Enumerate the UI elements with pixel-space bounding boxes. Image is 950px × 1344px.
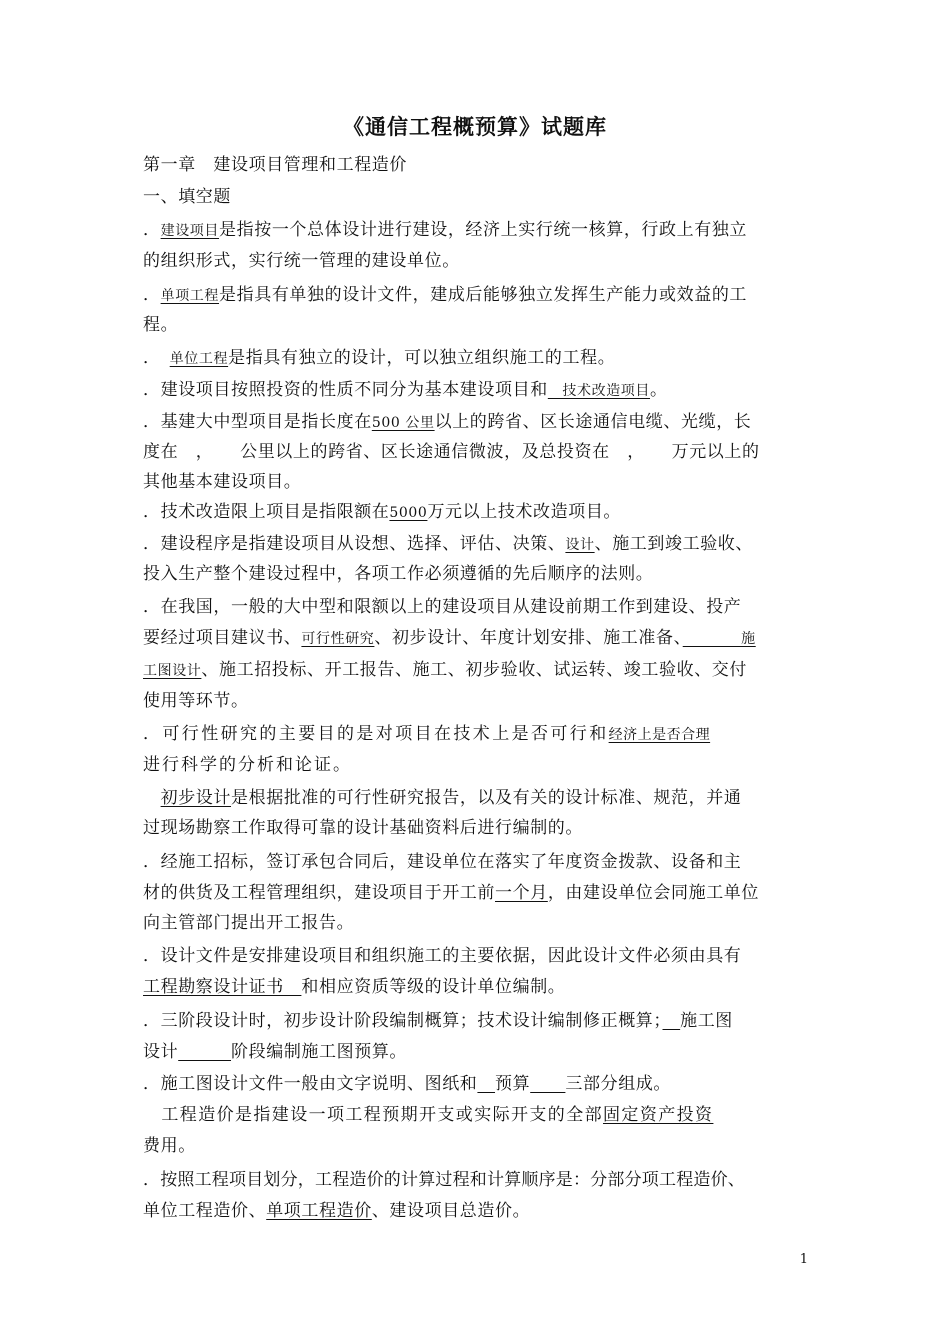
q11-line1: ．经施工招标，签订承包合同后，建设单位在落实了年度资金拨款、设备和主 [143,852,742,872]
q10-line1: 初步设计是根据批准的可行性研究报告，以及有关的设计标准、规范，并通 [160,788,742,808]
q13-line2: 设计 阶段编制施工图预算。 [143,1042,408,1062]
q14-line1: ．施工图设计文件一般由文字说明、图纸和 预算 三部分组成。 [143,1074,672,1094]
q9-answer: 经济上是否合理 [608,727,711,743]
q2-line1: ．单项工程是指具有单独的设计文件，建成后能够独立发挥生产能力或效益的工 [143,285,748,305]
q11-line2: 材的供货及工程管理组织，建设项目于开工前一个月，由建设单位会同施工单位 [143,883,760,903]
q2-line2: 程。 [143,315,179,335]
q12-answer: 工程勘察设计证书 [143,977,302,997]
q16-line2: 单位工程造价、单项工程造价、建设项目总造价。 [143,1201,531,1221]
q11-answer: 一个月 [495,883,548,903]
q1-answer: 建设项目 [160,223,220,239]
q5-answer: 500 公里 [371,415,435,431]
q10-line2: 过现场勘察工作取得可靠的设计基础资料后进行编制的。 [143,818,583,838]
q7-line1: ．建设程序是指建设项目从设想、选择、评估、决策、设计、施工到竣工验收、 [143,534,754,554]
q12-line1: ．设计文件是安排建设项目和组织施工的主要依据，因此设计文件必须由具有 [143,946,742,966]
q15-answer: 固定资产投资 [603,1105,714,1125]
q5-line3: 其他基本建设项目。 [143,472,302,492]
chapter-heading: 第一章 建设项目管理和工程造价 [143,155,407,175]
q4-answer: 技术改造项目 [547,383,651,399]
q6-line1: ．技术改造限上项目是指限额在5000万元以上技术改造项目。 [143,502,622,522]
q16-line1: ．按照工程项目划分，工程造价的计算过程和计算顺序是：分部分项工程造价、 [143,1170,745,1190]
q8-line2: 要经过项目建议书、可行性研究、初步设计、年度计划安排、施工准备、 施 [143,628,756,648]
q8-answer-2b: 工图设计 [143,663,202,679]
q6-answer: 5000 [389,505,428,521]
section-heading: 一、填空题 [143,187,231,207]
q5-line2: 度在 ， 公里以上的跨省、区长途通信微波，及总投资在 ， 万元以上的 [143,442,760,462]
q3-line1: ． 单位工程是指具有独立的设计，可以独立组织施工的工程。 [143,348,616,368]
document-title: 《通信工程概预算》试题库 [343,115,607,139]
q14-answer: 预算 [495,1074,531,1094]
q3-answer: 单位工程 [169,351,229,367]
q10-answer: 初步设计 [160,788,232,808]
q8-line3: 工图设计、施工招投标、开工报告、施工、初步验收、试运转、竣工验收、交付 [143,660,748,680]
page-number: 1 [799,1252,808,1267]
q9-line1: ．可行性研究的主要目的是对项目在技术上是否可行和经济上是否合理 [143,724,711,744]
q9-line2: 进行科学的分析和论证。 [143,755,352,775]
q2-answer: 单项工程 [160,288,220,304]
q5-line1: ．基建大中型项目是指长度在500 公里以上的跨省、区长途通信电缆、光缆，长 [143,412,752,432]
q8-answer-1: 可行性研究 [301,631,375,647]
q16-answer: 单项工程造价 [266,1201,372,1221]
q7-line2: 投入生产整个建设过程中，各项工作必须遵循的先后顺序的法则。 [143,564,654,584]
q8-answer-2a: 施 [682,631,756,647]
q13-answer: 施工图 [680,1011,733,1031]
q4-line1: ．建设项目按照投资的性质不同分为基本建设项目和 技术改造项目。 [143,380,668,400]
q8-line4: 使用等环节。 [143,691,249,711]
q15-line2: 费用。 [143,1136,196,1156]
q7-answer: 设计 [565,537,595,553]
q13-line1: ．三阶段设计时，初步设计阶段编制概算；技术设计编制修正概算； 施工图 [143,1011,733,1031]
q15-line1: 工程造价是指建设一项工程预期开支或实际开支的全部固定资产投资 [161,1105,714,1125]
q8-line1: ．在我国，一般的大中型和限额以上的建设项目从建设前期工作到建设、投产 [143,597,742,617]
q11-line3: 向主管部门提出开工报告。 [143,913,355,933]
q1-line2: 的组织形式，实行统一管理的建设单位。 [143,251,460,271]
q1-line1: ．建设项目是指按一个总体设计进行建设，经济上实行统一核算，行政上有独立 [143,220,748,240]
q12-line2: 工程勘察设计证书 和相应资质等级的设计单位编制。 [143,977,566,997]
